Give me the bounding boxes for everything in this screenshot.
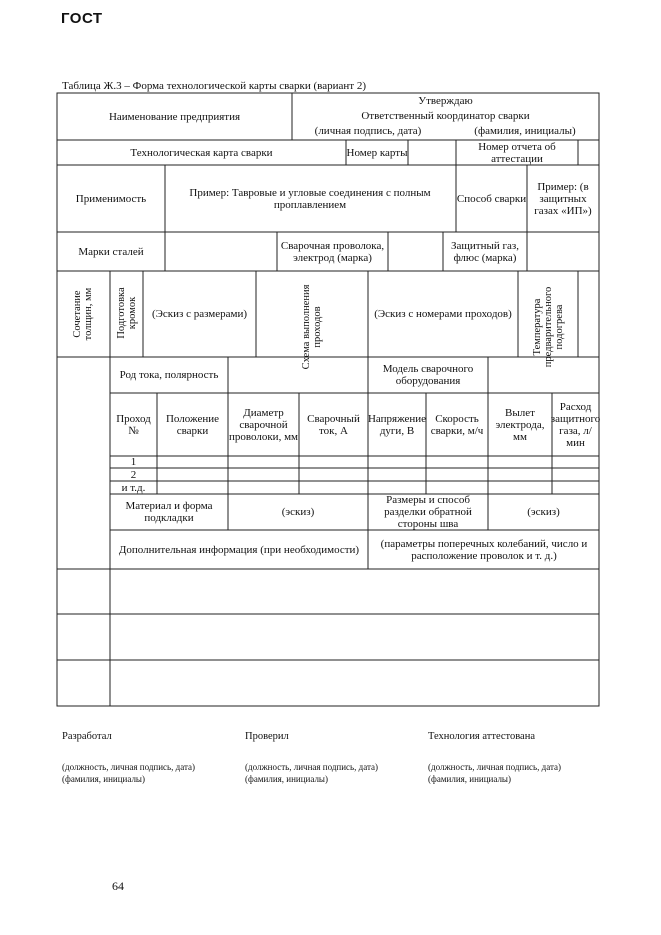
equipment-model-label: Модель сварочного оборудования — [382, 363, 474, 387]
oscillation-label: (параметры поперечных колебаний, число и расположение проволок и т. д.) — [380, 537, 588, 562]
table-row-2: 2 — [130, 468, 137, 481]
sketch-dims-label: (Эскиз с размерами) — [151, 308, 248, 320]
shield-gas-label: Защитный газ, флюс (марка) — [451, 239, 519, 264]
col-stickout: Вылет электрода, мм — [495, 406, 545, 443]
attest-report-label: Номер отчета об аттестации — [478, 140, 556, 165]
col-position: Положение сварки — [165, 412, 219, 437]
signature-line1-checker: (должность, личная подпись, дата) — [245, 762, 379, 772]
card-title-label: Технологическая карта сварки — [130, 146, 273, 159]
signature-role-developer: Разработал — [62, 731, 112, 742]
page-number: 64 — [112, 879, 124, 893]
table-row-etc: и т.д. — [121, 481, 146, 494]
signature-line2-developer: (фамилия, инициалы) — [62, 774, 145, 784]
signature-line1-attested: (должность, личная подпись, дата) — [428, 762, 562, 772]
backing-sketch: (эскиз) — [281, 506, 315, 518]
weld-method-example: Пример: (в защитных газах «ИП») — [534, 180, 592, 217]
col-current: Сварочный ток, А — [307, 412, 360, 437]
approve-label: Утверждаю — [418, 95, 473, 107]
company-name-label: Наименование предприятия — [108, 110, 241, 123]
card-number-label: Номер карты — [346, 146, 408, 159]
sign-date-label: (личная подпись, дата) — [314, 125, 422, 137]
signature-role-attested: Технология аттестована — [428, 731, 535, 742]
col-voltage: Напряжение дуги, В — [367, 412, 427, 437]
surname-label: (фамилия, инициалы) — [474, 125, 576, 137]
col-speed: Скорость сварки, м/ч — [430, 412, 484, 437]
sketch-passes-label: (Эскиз с номерами проходов) — [374, 308, 512, 320]
back-prep-sketch: (эскиз) — [527, 506, 560, 518]
applicability-label: Применимость — [75, 192, 147, 205]
standard-header: ГОСТ — [61, 10, 103, 27]
applicability-example: Пример: Тавровые и угловые соединения с полным проплавлением — [189, 186, 431, 211]
signature-line1-developer: (должность, личная подпись, дата) — [62, 762, 196, 772]
coordinator-label: Ответственный координатор сварки — [361, 110, 530, 122]
back-prep-label: Размеры и способ разделки обратной стороны шва — [384, 494, 472, 530]
pass-scheme-label: Схема выполнения проходов — [301, 284, 323, 370]
backing-label: Материал и форма подкладки — [125, 500, 213, 524]
table-row-1: 1 — [130, 456, 137, 468]
steel-grades-label: Марки сталей — [78, 245, 144, 258]
preheat-label: Температура предварительного подогрева — [531, 286, 565, 368]
col-pass: Проход № — [116, 412, 151, 437]
wire-label: Сварочная проволока, электрод (марка) — [280, 239, 385, 264]
signature-line2-attested: (фамилия, инициалы) — [428, 774, 511, 784]
current-type-label: Род тока, полярность — [119, 369, 219, 381]
signature-line2-checker: (фамилия, инициалы) — [245, 774, 328, 784]
col-wire-diameter: Диаметр сварочной проволоки, мм — [228, 406, 298, 443]
table-caption: Таблица Ж.3 – Форма технологической карты сварки (вариант 2) — [62, 80, 366, 92]
signature-role-checker: Проверил — [245, 731, 289, 742]
col-gas-flow: Расход защитного газа, л/мин — [550, 400, 601, 449]
weld-method-label: Способ сварки — [456, 192, 527, 205]
additional-info-label: Дополнительная информация (при необходимости) — [118, 543, 360, 556]
thickness-combo-label: Сочетание толщин, мм — [72, 287, 94, 341]
edge-prep-label: Подготовка кромок — [116, 287, 138, 339]
